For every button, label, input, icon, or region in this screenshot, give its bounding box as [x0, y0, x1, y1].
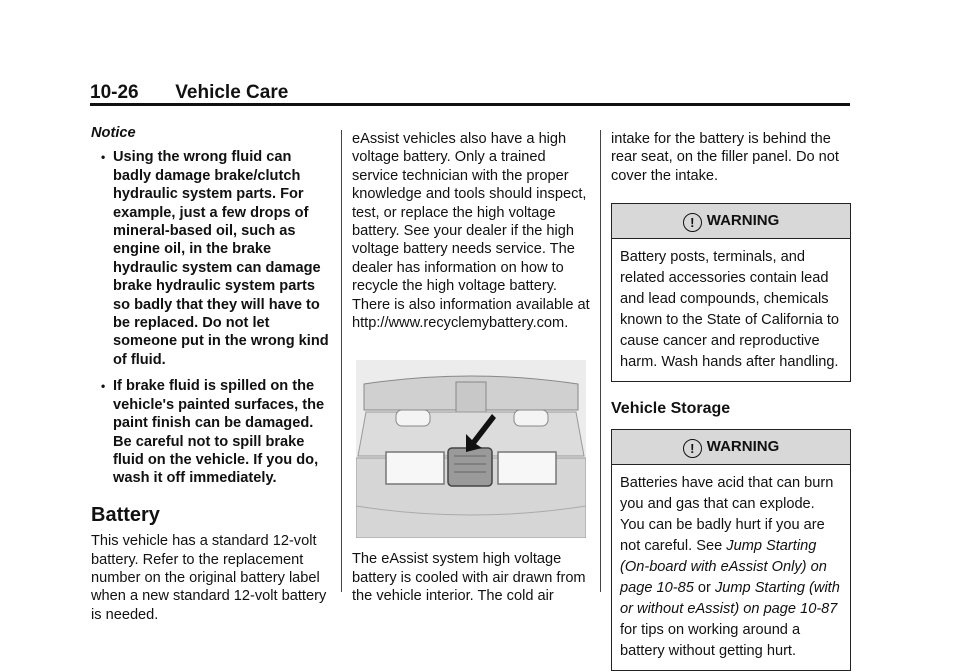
rear-seat-illustration	[356, 360, 586, 538]
notice-item-text: If brake fluid is spilled on the vehicle's painted surfaces, the paint finish can be damaged. Be careful not to spill brake fluid on the vehicle. If you do, wash it off immediately.	[113, 378, 325, 487]
battery-paragraph-1: This vehicle has a standard 12-volt battery. Refer to the replacement number on the original battery label when a new standard 12-volt battery is needed.	[91, 533, 327, 623]
warning-label: WARNING	[706, 437, 780, 455]
vehicle-storage-heading: Vehicle Storage	[611, 400, 731, 418]
warning-body: Batteries have acid that can burn you and gas that can explode. You can be badly hurt if you are not careful. See Jump Starting (On-board with eAssist Only) on page 10-85 or Jump Starting (with or without eAssist) on page 10-87 for tips on working around a battery without getting hurt.	[620, 474, 840, 659]
header-rule	[90, 103, 850, 106]
notice-title: Notice	[91, 125, 136, 141]
battery-intake-illustration	[356, 360, 586, 538]
notice-item-text: Using the wrong fluid can badly damage brake/clutch hydraulic system parts. For example, just a few drops of mineral-based oil, such as engine oil, in the brake hydraulic system can damage brake hydraulic system parts so badly that they will have to be replaced. Do not let someone put in the wrong kind of fluid.	[113, 149, 329, 368]
notice-item	[91, 148, 331, 369]
battery-heading: Battery	[91, 503, 160, 526]
warning-box-1	[611, 203, 851, 382]
battery-paragraph-3: The eAssist system high voltage battery is cooled with air drawn from the vehicle interior. The cold air	[352, 551, 586, 605]
column-1	[91, 124, 331, 624]
warning-body: Battery posts, terminals, and related accessories contain lead and lead compounds, chemicals known to the State of California to cause cancer and reproductive harm. Wash hands after handling.	[620, 249, 840, 371]
page-number: 10-26	[90, 82, 139, 103]
column-3	[611, 130, 851, 671]
jump-starting-link-1[interactable]: Jump Starting (On-board with eAssist Only) on page 10-85	[620, 537, 827, 596]
warning-label: WARNING	[706, 212, 780, 230]
bullet-dot-icon: •	[101, 150, 106, 165]
warning-circle-icon: !	[683, 213, 702, 232]
page-header	[90, 82, 288, 104]
battery-paragraph-4: intake for the battery is behind the rear seat, on the filler panel. Do not cover the intake.	[611, 131, 839, 184]
jump-starting-link-2[interactable]: Jump Starting (with or without eAssist) on page 10-87	[620, 579, 840, 617]
notice-list	[91, 148, 331, 487]
column-divider-2	[600, 130, 601, 592]
bullet-dot-icon: •	[101, 379, 106, 394]
column-divider-1	[341, 130, 342, 592]
battery-paragraph-2: eAssist vehicles also have a high voltage battery. Only a trained service technician with the proper knowledge and tools should inspect, test, or replace the high voltage battery. See your dealer if the high voltage battery needs service. The dealer has information on how to recycle the high voltage battery. There is also information available at http://www.recyclemybattery.com.	[352, 131, 590, 332]
air-intake-grille	[448, 448, 492, 486]
warning-header	[612, 204, 850, 239]
column-2	[352, 130, 590, 606]
warning-circle-icon: !	[683, 439, 702, 458]
warning-header	[612, 430, 850, 465]
page-section-title: Vehicle Care	[175, 82, 289, 103]
warning-box-2	[611, 429, 851, 671]
notice-item	[91, 377, 331, 487]
